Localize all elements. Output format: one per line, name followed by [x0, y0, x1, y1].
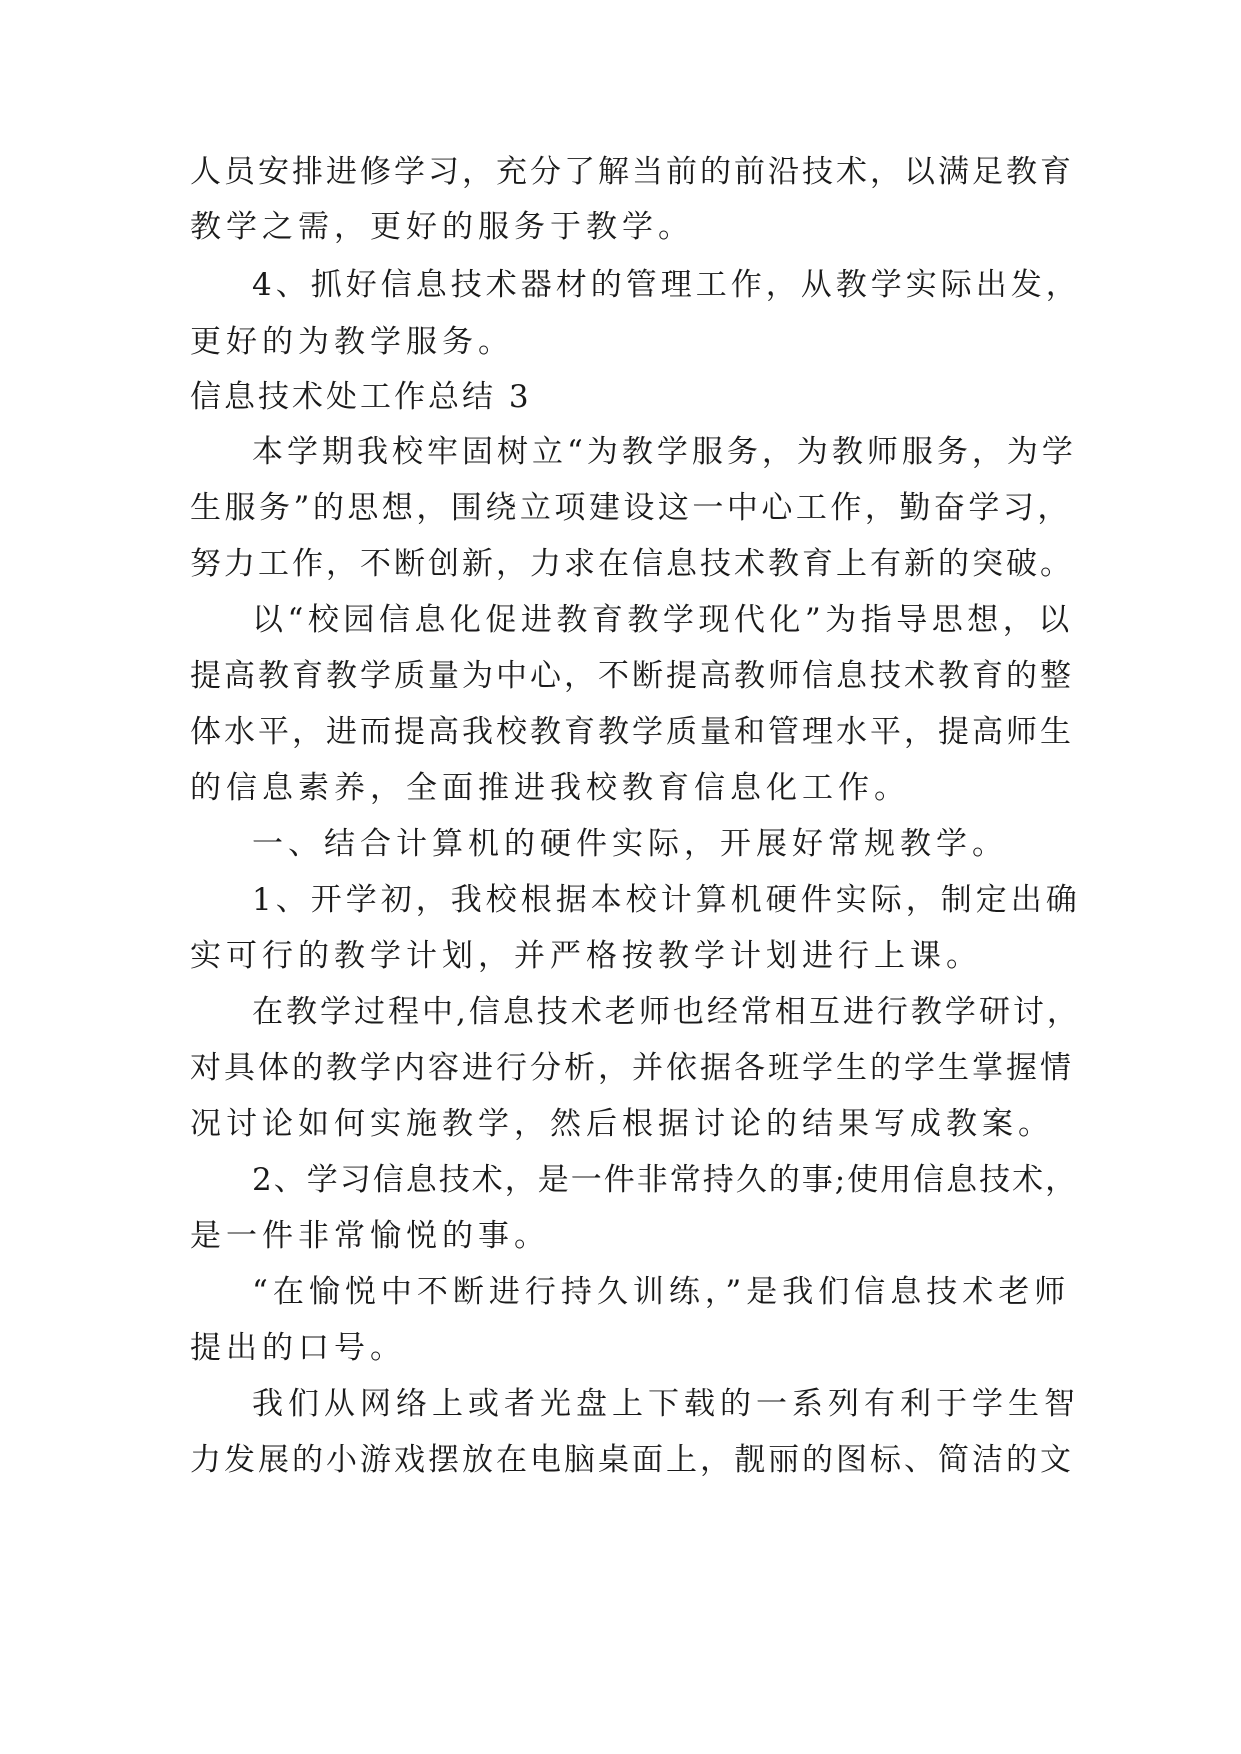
text-line: 况讨论如何实施教学，然后根据讨论的结果写成教案。 — [190, 1106, 1054, 1142]
text-line: 我们从网络上或者光盘上下载的一系列有利于学生智 — [252, 1386, 1080, 1422]
text-line: 1、开学初，我校根据本校计算机硬件实际，制定出确 — [252, 882, 1081, 918]
text-line: 提高教育教学质量为中心，不断提高教师信息技术教育的整 — [190, 658, 1074, 694]
text-line: 一、结合计算机的硬件实际，开展好常规教学。 — [252, 826, 1008, 862]
text-line: 本学期我校牢固树立“为教学服务，为教师服务，为学 — [252, 434, 1077, 470]
text-line: 生服务”的思想，围绕立项建设这一中心工作，勤奋学习， — [190, 490, 1072, 526]
text-line: 实可行的教学计划，并严格按教学计划进行上课。 — [190, 938, 982, 974]
text-line: 教学之需，更好的服务于教学。 — [190, 209, 694, 245]
text-line: 2、学习信息技术，是一件非常持久的事;使用信息技术， — [252, 1162, 1079, 1198]
text-line: 对具体的教学内容进行分析，并依据各班学生的学生掌握情 — [190, 1050, 1074, 1086]
text-line: “在愉悦中不断进行持久训练，”是我们信息技术老师 — [252, 1274, 1071, 1310]
text-line: 力发展的小游戏摆放在电脑桌面上，靓丽的图标、简洁的文 — [190, 1442, 1074, 1478]
text-line: 人员安排进修学习，充分了解当前的前沿技术，以满足教育 — [190, 154, 1074, 190]
text-line: 以“校园信息化促进教育教学现代化”为指导思想，以 — [252, 602, 1074, 638]
text-line: 是一件非常愉悦的事。 — [190, 1218, 550, 1254]
text-line: 提出的口号。 — [190, 1330, 406, 1366]
text-line: 在教学过程中,信息技术老师也经常相互进行教学研讨， — [252, 994, 1081, 1030]
text-line: 4、抓好信息技术器材的管理工作，从教学实际出发， — [252, 267, 1081, 303]
text-line: 更好的为教学服务。 — [190, 324, 514, 360]
section-heading: 信息技术处工作总结 3 — [190, 379, 532, 415]
text-line: 的信息素养，全面推进我校教育信息化工作。 — [190, 770, 910, 806]
text-line: 体水平，进而提高我校教育教学质量和管理水平，提高师生 — [190, 714, 1074, 750]
text-line: 努力工作，不断创新，力求在信息技术教育上有新的突破。 — [190, 546, 1074, 582]
